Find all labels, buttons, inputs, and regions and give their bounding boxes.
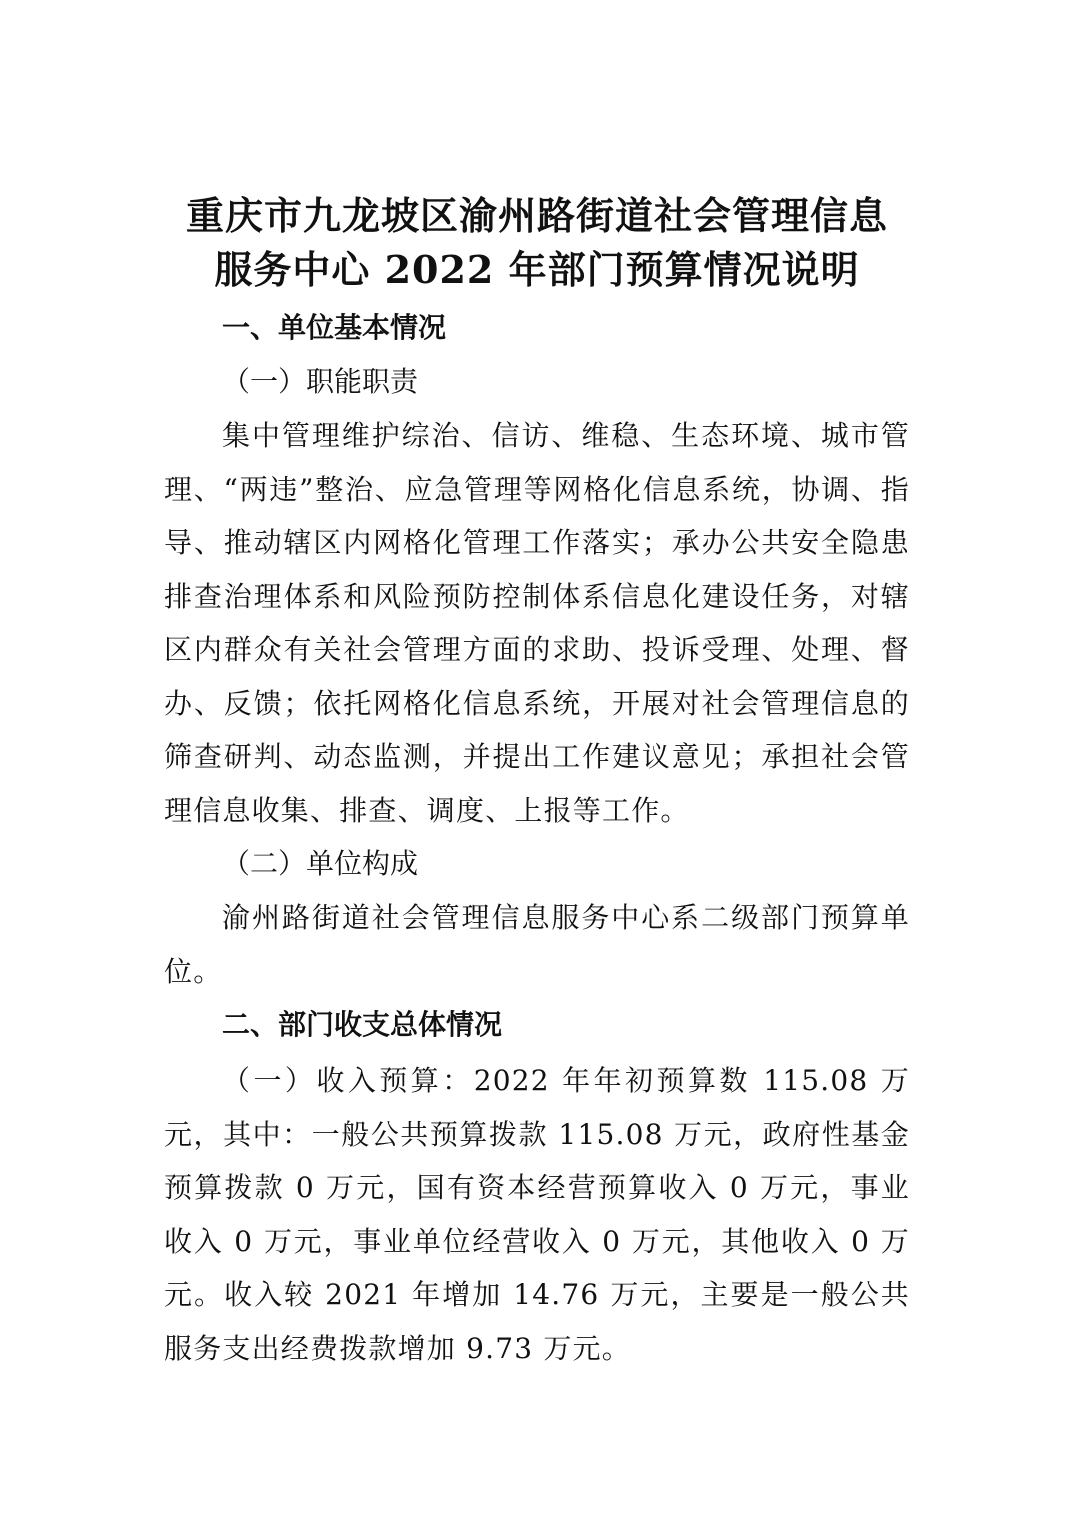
section-heading-unit-basics: 一、单位基本情况 [222,311,447,344]
document-title-line-1: 重庆市九龙坡区渝州路街道社会管理信息 [185,193,888,238]
subheading-unit-composition: （二）单位构成 [222,847,419,880]
paragraph-functions: 集中管理维护综治、信访、维稳、生态环境、城市管理、“两违”整治、应急管理等网格化信息系统，协调、指导、推动辖区内网格化管理工作落实；承办公共安全隐患排查治理体系和风险预防控制体系信息化建设任务，对辖区内群众有关社会管理方面的求助、投诉受理、处理、督办、反馈；依托网格化信息系统，开展对社会管理信息的筛查研判、动态监测，并提出工作建议意见；承担社会管理信息收集、排查、调度、上报等工作。 [164,419,910,827]
document-title-line-2: 服务中心 2022 年部门预算情况说明 [214,247,860,292]
paragraph-revenue-budget: （一）收入预算：2022 年年初预算数 115.08 万元，其中：一般公共预算拨款 115.08 万元，政府性基金预算拨款 0 万元，国有资本经营预算收入 0 万元，事业收入 0 万元，事业单位经营收入 0 万元，其他收入 0 万元。收入较 2021 年增加 14.76 万元，主要是一般公共服务支出经费拨款增加 9.73 万元。 [164,1064,910,1365]
section-heading-revenue-expenditure: 二、部门收支总体情况 [222,1008,503,1041]
subheading-functions: （一）职能职责 [222,365,419,398]
paragraph-unit-composition: 渝州路街道社会管理信息服务中心系二级部门预算单位。 [164,901,910,988]
